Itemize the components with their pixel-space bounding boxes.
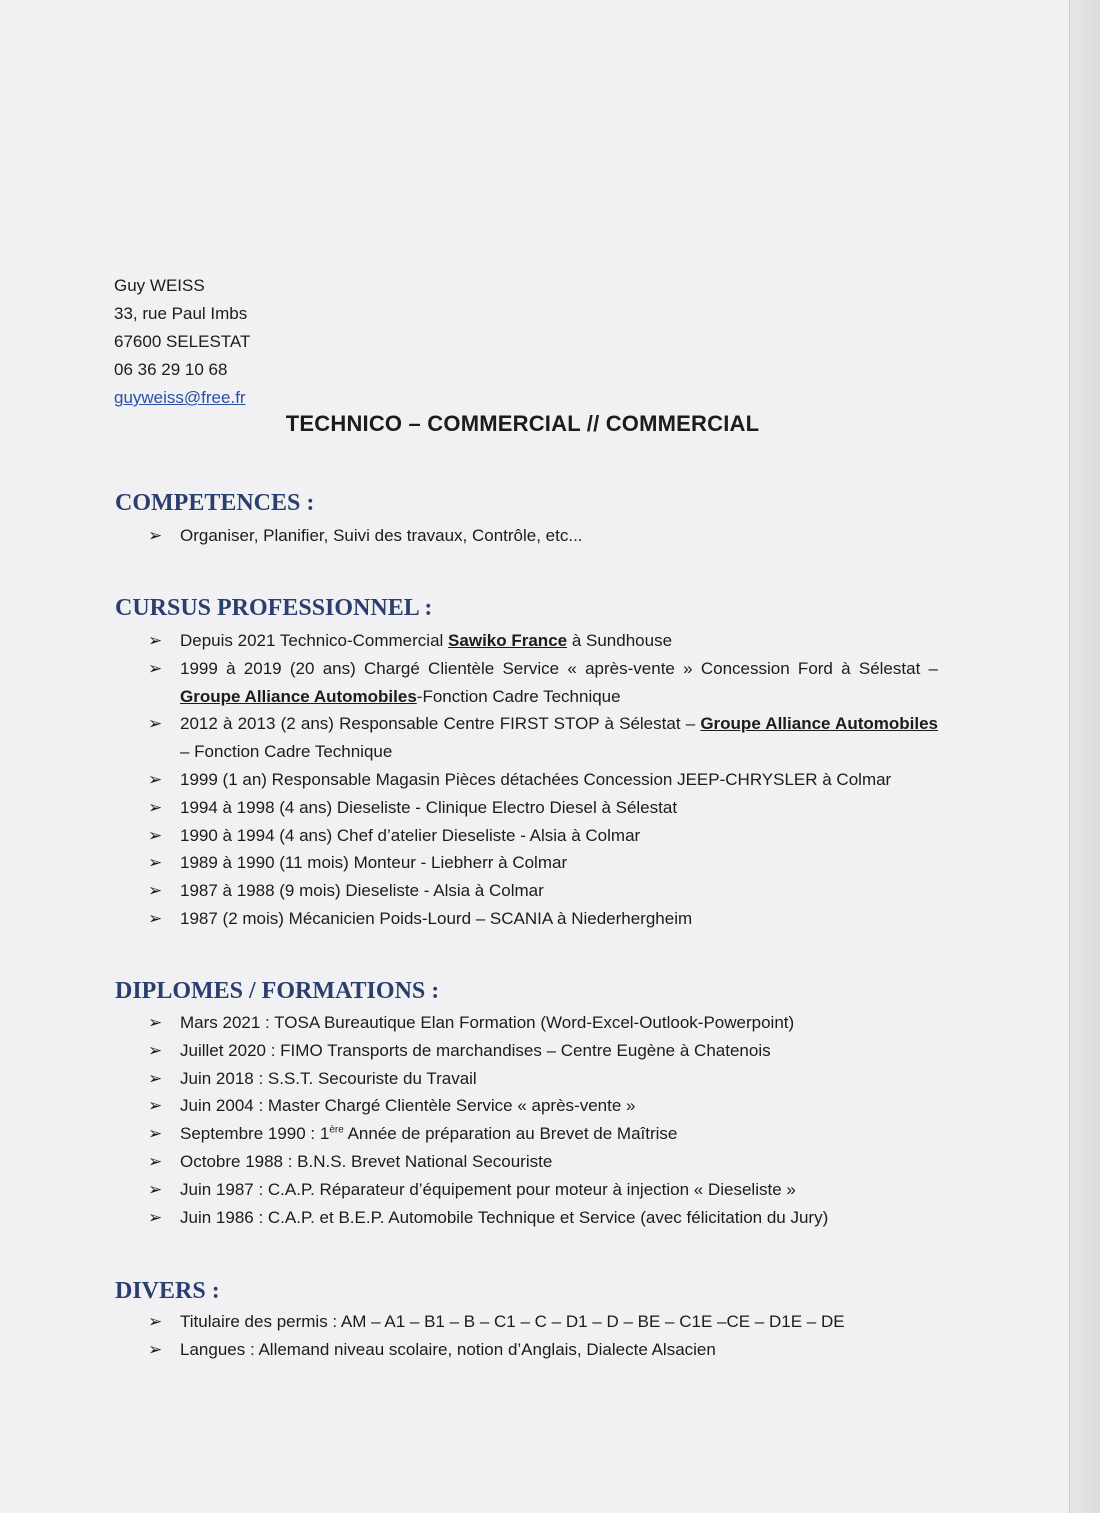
section-heading-competences: COMPETENCES : [115,490,315,516]
contact-city: 67600 SELESTAT [114,332,251,351]
arrow-bullet-icon: ➢ [148,1068,163,1088]
section-heading-cursus: CURSUS PROFESSIONNEL : [115,595,433,621]
contact-phone: 06 36 29 10 68 [114,360,228,379]
arrow-bullet-icon: ➢ [148,853,163,873]
employer-link: Groupe Alliance Automobiles [180,686,417,706]
arrow-bullet-icon: ➢ [148,1339,163,1359]
arrow-bullet-icon: ➢ [148,631,163,650]
list-item: ➢ Octobre 1988 : B.N.S. Brevet National Secouriste [148,1148,938,1176]
list-item: ➢ Depuis 2021 Technico-Commercial Sawiko France à Sundhouse [148,627,938,655]
arrow-bullet-icon: ➢ [148,881,163,901]
arrow-bullet-icon: ➢ [148,825,163,845]
list-item: ➢ 1999 (1 an) Responsable Magasin Pièces détachées Concession JEEP-CHRYSLER à Colmar [148,766,938,794]
list-item: ➢ Juin 2004 : Master Chargé Clientèle Service « après-vente » [148,1092,938,1120]
arrow-bullet-icon: ➢ [148,1013,163,1032]
arrow-bullet-icon: ➢ [148,1312,163,1331]
list-item: ➢ Titulaire des permis : AM – A1 – B1 – B – C1 – C – D1 – D – BE – C1E –CE – D1E – DE [148,1308,938,1336]
list-item: ➢ Juin 2018 : S.S.T. Secouriste du Travail [148,1065,938,1093]
list-item: ➢ 1987 (2 mois) Mécanicien Poids-Lourd – SCANIA à Niederhergheim [148,905,938,933]
arrow-bullet-icon: ➢ [148,1040,163,1060]
divers-list [148,1308,938,1364]
list-item: ➢ Mars 2021 : TOSA Bureautique Elan Formation (Word-Excel-Outlook-Powerpoint) [148,1009,938,1037]
list-item: ➢ Septembre 1990 : 1ère Année de préparation au Brevet de Maîtrise [148,1120,938,1148]
diplomes-list [148,1009,938,1231]
competences-list [148,522,938,550]
contact-email-link[interactable]: guyweiss@free.fr [114,388,246,407]
employer-link: Groupe Alliance Automobiles [700,714,938,734]
list-item: ➢ 1987 à 1988 (9 mois) Dieseliste - Alsia à Colmar [148,877,938,905]
arrow-bullet-icon: ➢ [148,1179,163,1199]
employer-link: Sawiko France [448,631,568,650]
list-item: ➢ Juin 1986 : C.A.P. et B.E.P. Automobile Technique et Service (avec félicitation du Jury) [148,1204,938,1232]
section-heading-divers: DIVERS : [115,1278,220,1304]
list-item: ➢ 1994 à 1998 (4 ans) Dieseliste - Clinique Electro Diesel à Sélestat [148,794,938,822]
arrow-bullet-icon: ➢ [148,658,163,678]
list-item: ➢ 1999 à 2019 (20 ans) Chargé Clientèle Service « après-vente » Concession Ford à Sélestat – Groupe Alliance Automobiles-Fonction Cadre Technique [148,655,938,711]
section-heading-diplomes: DIPLOMES / FORMATIONS : [115,978,440,1004]
arrow-bullet-icon: ➢ [148,908,163,928]
list-item: ➢ 2012 à 2013 (2 ans) Responsable Centre FIRST STOP à Sélestat – Groupe Alliance Automobiles – Fonction Cadre Technique [148,710,938,766]
arrow-bullet-icon: ➢ [148,797,163,817]
page-title: TECHNICO – COMMERCIAL // COMMERCIAL [285,411,760,436]
arrow-bullet-icon: ➢ [148,714,163,734]
scan-page-edge [1069,0,1100,1513]
contact-street: 33, rue Paul Imbs [114,304,248,323]
cursus-list [148,627,938,933]
arrow-bullet-icon: ➢ [148,526,163,545]
arrow-bullet-icon: ➢ [148,769,163,789]
arrow-bullet-icon: ➢ [148,1124,163,1144]
list-item: ➢ Juin 1987 : C.A.P. Réparateur d’équipement pour moteur à injection « Dieseliste » [148,1176,938,1204]
list-item: ➢ Organiser, Planifier, Suivi des travaux, Contrôle, etc... [148,522,938,550]
arrow-bullet-icon: ➢ [148,1096,163,1116]
arrow-bullet-icon: ➢ [148,1207,163,1227]
list-item: ➢ Langues : Allemand niveau scolaire, notion d’Anglais, Dialecte Alsacien [148,1336,938,1364]
list-item: ➢ Juillet 2020 : FIMO Transports de marchandises – Centre Eugène à Chatenois [148,1037,938,1065]
list-item: ➢ 1989 à 1990 (11 mois) Monteur - Liebherr à Colmar [148,849,938,877]
contact-block [114,272,250,412]
arrow-bullet-icon: ➢ [148,1151,163,1171]
list-item: ➢ 1990 à 1994 (4 ans) Chef d’atelier Dieseliste - Alsia à Colmar [148,822,938,850]
contact-name: Guy WEISS [114,276,205,295]
